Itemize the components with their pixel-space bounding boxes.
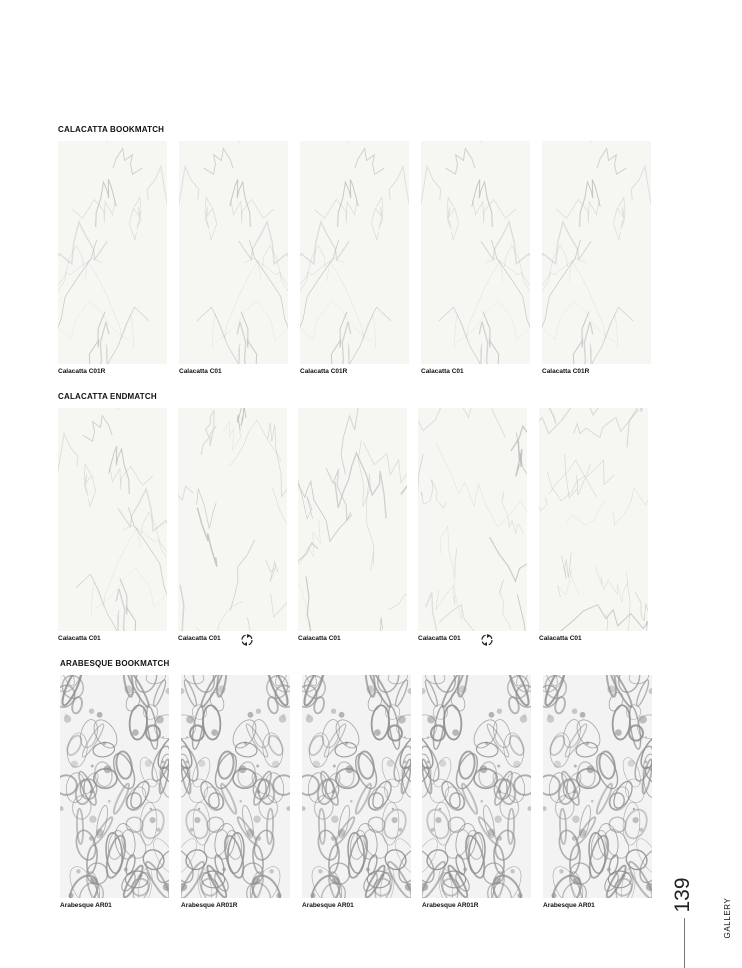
marble-texture [418,408,527,631]
marble-texture [178,408,287,631]
marble-texture [58,141,167,364]
section-title-calacatta-bookmatch: CALACATTA BOOKMATCH [58,125,165,134]
tile-caption: Calacatta C01 [298,635,341,642]
marble-texture [543,675,652,898]
marble-tile [300,141,409,364]
divider-line [684,918,685,968]
marble-tile [539,408,648,631]
marble-tile [181,675,290,898]
marble-texture [302,675,411,898]
page-number: 139 [671,877,694,913]
section-title-calacatta-endmatch: CALACATTA ENDMATCH [58,392,157,401]
marble-tile [421,141,530,364]
marble-tile [179,141,288,364]
marble-tile [298,408,407,631]
marble-tile [178,408,287,631]
marble-texture [422,675,531,898]
marble-tile [542,141,651,364]
marble-texture [539,408,648,631]
rotate-arrows-icon [480,633,494,647]
tile-caption: Calacatta C01R [300,368,348,375]
section-title-arabesque-bookmatch: ARABESQUE BOOKMATCH [60,659,170,668]
marble-tile [58,408,167,631]
tile-caption: Calacatta C01 [421,368,464,375]
marble-tile [58,141,167,364]
marble-texture [181,675,290,898]
marble-tile [302,675,411,898]
tile-caption: Arabesque AR01R [422,902,479,909]
tile-caption: Calacatta C01 [418,635,461,642]
marble-texture [58,408,167,631]
tile-caption: Arabesque AR01 [60,902,112,909]
marble-texture [179,141,288,364]
tile-caption: Calacatta C01R [542,368,590,375]
tile-caption: Calacatta C01 [178,635,221,642]
marble-texture [298,408,407,631]
rotate-arrows-icon [240,633,254,647]
tile-caption: Calacatta C01 [179,368,222,375]
marble-tile [422,675,531,898]
marble-texture [60,675,169,898]
tile-caption: Calacatta C01 [58,635,101,642]
marble-texture [542,141,651,364]
tile-caption: Calacatta C01R [58,368,106,375]
tile-caption: Arabesque AR01 [543,902,595,909]
marble-tile [418,408,527,631]
marble-tile [543,675,652,898]
tile-caption: Calacatta C01 [539,635,582,642]
marble-texture [421,141,530,364]
marble-tile [60,675,169,898]
marble-texture [300,141,409,364]
gallery-label: GALLERY [722,897,732,939]
tile-caption: Arabesque AR01 [302,902,354,909]
tile-caption: Arabesque AR01R [181,902,238,909]
